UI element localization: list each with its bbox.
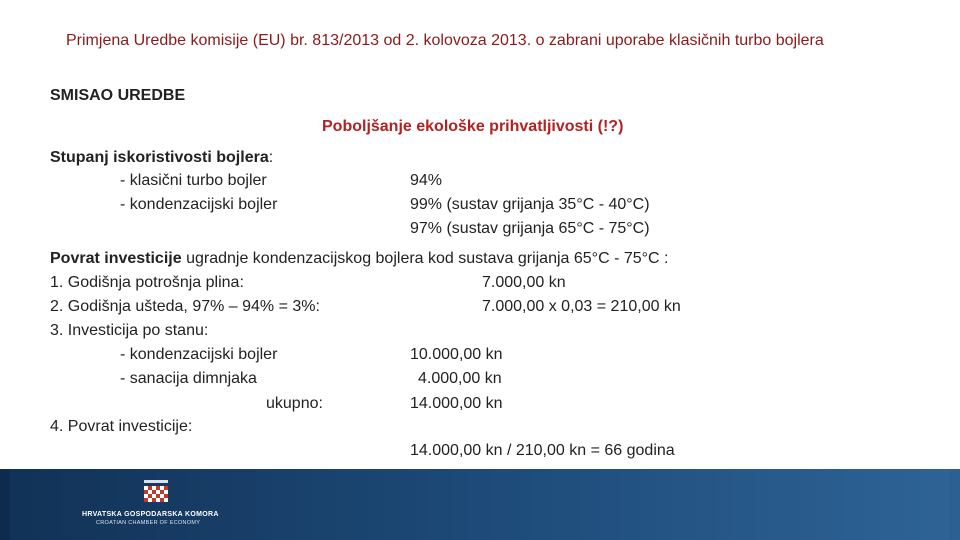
- efficiency-value-condensing-low: 99% (sustav grijanja 35°C - 40°C): [410, 196, 650, 213]
- investment-line-1-label: 1. Godišnja potrošnja plina:: [50, 274, 244, 291]
- cost-label-condensing-boiler: - kondenzacijski bojler: [120, 346, 278, 363]
- return-label: 4. Povrat investicije:: [50, 418, 193, 435]
- slide-title: Primjena Uredbe komisije (EU) br. 813/2013 od 2. kolovoza 2013. o zabrani uporabe klasičnih turbo bojlera: [66, 32, 824, 49]
- investment-line-2-label: 2. Godišnja ušteda, 97% – 94% = 3%:: [50, 298, 320, 315]
- investment-line-3-label: 3. Investicija po stanu:: [50, 322, 209, 339]
- investment-heading: [50, 250, 668, 268]
- efficiency-heading-bold: Stupanj iskoristivosti bojlera: [50, 149, 269, 166]
- cost-label-chimney: - sanacija dimnjaka: [120, 370, 257, 387]
- investment-line-2-value: 7.000,00 x 0,03 = 210,00 kn: [482, 298, 681, 315]
- cost-value-condensing-boiler: 10.000,00 kn: [410, 346, 503, 363]
- investment-heading-bold: Povrat investicije: [50, 250, 182, 267]
- org-name: HRVATSKA GOSPODARSKA KOMORA: [82, 511, 219, 518]
- hgk-logo: [82, 480, 232, 530]
- section-title: SMISAO UREDBE: [50, 87, 186, 104]
- efficiency-label-classic: - klasični turbo bojler: [120, 172, 267, 189]
- cost-value-chimney: 4.000,00 kn: [418, 370, 502, 387]
- hgk-emblem-icon: [144, 480, 168, 506]
- efficiency-value-classic: 94%: [410, 172, 443, 189]
- efficiency-heading-suffix: :: [268, 149, 274, 166]
- cost-value-total: 14.000,00 kn: [410, 395, 503, 412]
- return-value: 14.000,00 kn / 210,00 kn = 66 godina: [410, 442, 675, 459]
- efficiency-value-condensing-high: 97% (sustav grijanja 65°C - 75°C): [410, 220, 650, 237]
- slide-subtitle: Poboljšanje ekološke prihvatljivosti (!?): [322, 118, 624, 135]
- efficiency-heading: [50, 149, 273, 167]
- investment-line-1-value: 7.000,00 kn: [482, 274, 566, 291]
- investment-heading-rest: ugradnje kondenzacijskog bojlera kod sustava grijanja 65°C - 75°C :: [181, 250, 669, 267]
- cost-label-total: ukupno:: [266, 395, 323, 412]
- efficiency-label-condensing: - kondenzacijski bojler: [120, 196, 278, 213]
- org-name-en: CROATIAN CHAMBER OF ECONOMY: [96, 520, 201, 526]
